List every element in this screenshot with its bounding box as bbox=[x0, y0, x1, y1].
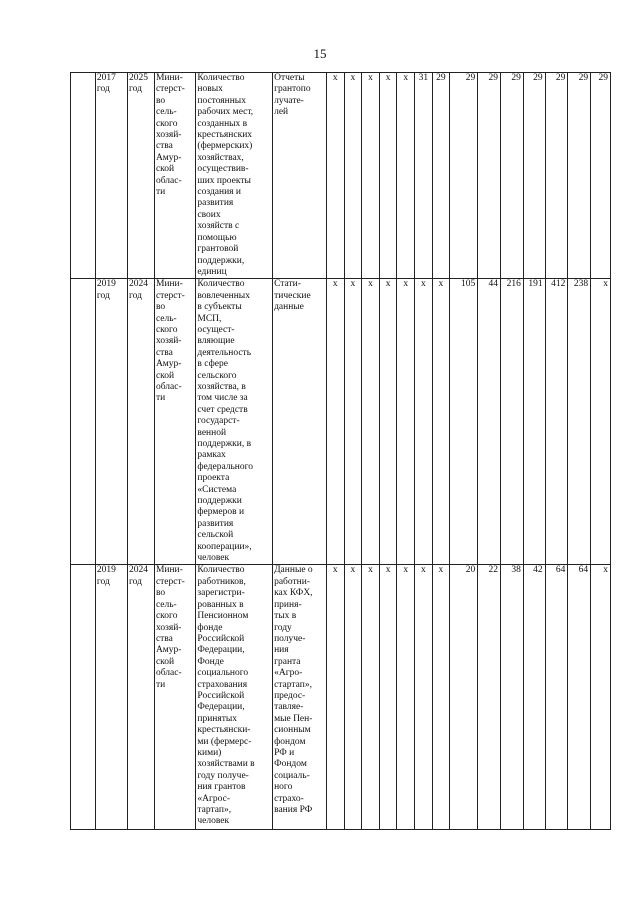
value-cell: х bbox=[362, 565, 380, 830]
executor-cell-line: облас- bbox=[155, 381, 182, 392]
source-cell-line: тавляе- bbox=[274, 702, 304, 713]
end-year-cell: 2025 год bbox=[128, 73, 155, 279]
start-year-cell: 2017 год bbox=[95, 73, 127, 279]
value-cell: 22 bbox=[478, 565, 501, 830]
value-cell: 38 bbox=[501, 565, 524, 830]
executor-cell bbox=[154, 73, 195, 279]
source-cell-line: работни- bbox=[274, 576, 310, 587]
source-cell-line: ния bbox=[274, 645, 289, 656]
value-cell: 29 bbox=[478, 73, 501, 279]
source-cell bbox=[273, 73, 327, 279]
indicator-cell-line: страхования bbox=[197, 679, 248, 690]
value-cell: 44 bbox=[478, 279, 501, 565]
indicator-cell-line: фермеров и bbox=[197, 507, 245, 518]
indicator-cell-line: создания и bbox=[197, 187, 241, 198]
indicator-cell-line: «Система bbox=[197, 484, 237, 495]
start-year-cell: 2019 год bbox=[95, 565, 127, 830]
value-cell: х bbox=[344, 73, 362, 279]
executor-cell-line: Мини- bbox=[155, 279, 183, 290]
source-cell-line: Отчеты bbox=[274, 73, 305, 83]
source-cell-line: лей bbox=[274, 107, 289, 118]
source-cell-line: страхо- bbox=[274, 793, 304, 804]
indicator-cell-line: ния грантов bbox=[197, 782, 246, 793]
end-year-cell: 2024 год bbox=[128, 565, 155, 830]
indicator-cell-line: деятельность bbox=[197, 347, 252, 358]
indicator-cell-line: том числе за bbox=[197, 393, 248, 404]
executor-cell-line: ства bbox=[155, 141, 173, 152]
page-number: 15 bbox=[313, 46, 327, 61]
executor-cell-line: Мини- bbox=[155, 73, 183, 83]
indicator-cell-line: работников, bbox=[197, 576, 246, 587]
indicator-cell-line: сельской bbox=[197, 530, 234, 541]
indicator-cell-line: Количество bbox=[197, 279, 245, 290]
indicator-cell-line: году получе- bbox=[197, 770, 249, 781]
executor-cell-line: ского bbox=[155, 118, 178, 129]
value-cell: х bbox=[591, 565, 611, 830]
indicator-cell-line: кими) bbox=[197, 747, 222, 758]
source-cell-line: ках КФХ, bbox=[274, 588, 313, 599]
indicator-cell-line: вовлеченных bbox=[197, 290, 250, 301]
indicators-table bbox=[70, 72, 611, 830]
executor-cell-line: Мини- bbox=[155, 565, 183, 576]
indicator-cell-line: тартап», bbox=[197, 805, 232, 815]
source-cell-line: сионным bbox=[274, 725, 311, 736]
source-cell-line: Стати- bbox=[274, 279, 301, 290]
indicator-cell-line: МСП, bbox=[197, 313, 222, 324]
value-cell: х bbox=[326, 565, 344, 830]
executor-cell-line: хозяй- bbox=[155, 130, 182, 141]
indicator-cell-line: поддержки, в bbox=[197, 439, 252, 449]
value-cell: х bbox=[432, 565, 450, 830]
executor-cell-line: хозяй- bbox=[155, 622, 182, 633]
indicator-cell-line: Федерации, bbox=[197, 645, 245, 656]
executor-cell-line: ского bbox=[155, 324, 178, 335]
indicator-cell-line: созданных в bbox=[197, 118, 248, 129]
executor-cell-line: сель- bbox=[155, 599, 177, 610]
indicator-cell-line: рованных в bbox=[197, 599, 244, 610]
executor-cell-line: во bbox=[155, 588, 166, 599]
source-cell-line: фондом bbox=[274, 736, 306, 747]
executor-cell-line: стерст- bbox=[155, 576, 185, 587]
executor-cell bbox=[154, 565, 195, 830]
source-cell-line: тические bbox=[274, 290, 311, 301]
value-cell: 29 bbox=[591, 73, 611, 279]
indicator-cell-line: ми (фермерс- bbox=[197, 736, 252, 747]
indicator-cell-line: федерального bbox=[197, 461, 254, 472]
row-number-cell bbox=[71, 279, 96, 565]
source-cell-line: ного bbox=[274, 782, 293, 793]
executor-cell-line: ти bbox=[155, 679, 166, 690]
indicator-cell-line: (фермерских) bbox=[197, 141, 253, 152]
executor-cell-line: стерст- bbox=[155, 290, 185, 301]
indicator-cell-line: рабочих мест, bbox=[197, 107, 254, 118]
indicator-cell-line: зарегистри- bbox=[197, 588, 245, 599]
indicator-cell-line: крестьянских bbox=[197, 130, 253, 141]
value-cell: 29 bbox=[450, 73, 478, 279]
value-cell: х bbox=[397, 73, 415, 279]
indicator-cell-line: Российской bbox=[197, 633, 245, 644]
value-cell: х bbox=[362, 73, 380, 279]
value-cell: 20 bbox=[450, 565, 478, 830]
table-row bbox=[71, 565, 611, 830]
indicator-cell-line: помощью bbox=[197, 232, 237, 243]
executor-cell-line: ской bbox=[155, 164, 175, 175]
indicator-cell-line: венной bbox=[197, 427, 227, 438]
executor-cell-line: ства bbox=[155, 633, 173, 644]
indicator-cell bbox=[196, 279, 273, 565]
value-cell: 42 bbox=[523, 565, 545, 830]
value-cell: 105 bbox=[450, 279, 478, 565]
indicator-cell-line: новых bbox=[197, 84, 223, 95]
value-cell: 29 bbox=[523, 73, 545, 279]
source-cell-line: социаль- bbox=[274, 770, 310, 781]
value-cell: 31 bbox=[415, 73, 433, 279]
source-cell-line: данные bbox=[274, 302, 304, 313]
executor-cell-line: ства bbox=[155, 347, 173, 358]
indicator-cell-line: Фонде bbox=[197, 656, 224, 667]
indicator-cell-line: Федерации, bbox=[197, 702, 245, 713]
source-cell-line: году bbox=[274, 622, 292, 633]
executor-cell-line: сель- bbox=[155, 107, 177, 118]
indicator-cell-line: своих bbox=[197, 209, 221, 220]
indicator-cell-line: человек bbox=[197, 553, 230, 564]
source-cell-line: приня- bbox=[274, 599, 302, 610]
source-cell-line: «Агро- bbox=[274, 668, 303, 679]
executor-cell-line: ской bbox=[155, 656, 175, 667]
executor-cell-line: Амур- bbox=[155, 645, 182, 656]
value-cell: 238 bbox=[568, 279, 591, 565]
executor-cell-line: во bbox=[155, 302, 166, 313]
indicator-cell-line: кооперации», bbox=[197, 541, 252, 552]
value-cell: х bbox=[432, 279, 450, 565]
executor-cell-line: ского bbox=[155, 611, 178, 622]
source-cell-line: стартап», bbox=[274, 679, 312, 690]
source-cell-line: грантопо bbox=[274, 84, 311, 95]
indicator-cell-line: постоянных bbox=[197, 95, 246, 106]
indicator-cell bbox=[196, 73, 273, 279]
value-cell: х bbox=[591, 279, 611, 565]
executor-cell-line: стерст- bbox=[155, 84, 185, 95]
indicator-cell-line: Пенсионном bbox=[197, 611, 249, 622]
source-cell-line: гранта bbox=[274, 656, 301, 667]
indicator-cell-line: проекта bbox=[197, 473, 230, 484]
row-number-cell bbox=[71, 73, 96, 279]
executor-cell bbox=[154, 279, 195, 565]
source-cell bbox=[273, 565, 327, 830]
source-cell-line: РФ и bbox=[274, 747, 295, 758]
value-cell: 29 bbox=[545, 73, 568, 279]
value-cell: 29 bbox=[568, 73, 591, 279]
indicator-cell-line: Российской bbox=[197, 690, 245, 701]
indicator-cell-line: хозяйствами в bbox=[197, 759, 255, 770]
source-cell-line: вания РФ bbox=[274, 805, 313, 815]
executor-cell-line: во bbox=[155, 95, 166, 106]
source-cell-line: мые Пен- bbox=[274, 713, 313, 724]
indicator-cell-line: рамках bbox=[197, 450, 226, 461]
value-cell: х bbox=[326, 279, 344, 565]
executor-cell-line: Амур- bbox=[155, 152, 182, 163]
indicator-cell-line: фонде bbox=[197, 622, 223, 633]
indicator-cell-line: социального bbox=[197, 668, 249, 679]
indicator-cell-line: осуществив- bbox=[197, 164, 249, 175]
indicator-cell-line: Количество bbox=[197, 73, 245, 83]
executor-cell-line: облас- bbox=[155, 668, 182, 679]
value-cell: х bbox=[326, 73, 344, 279]
table-row bbox=[71, 73, 611, 279]
value-cell: х bbox=[344, 279, 362, 565]
source-cell-line: Фондом bbox=[274, 759, 307, 770]
indicator-cell-line: Количество bbox=[197, 565, 245, 576]
value-cell: х bbox=[362, 279, 380, 565]
value-cell: 191 bbox=[523, 279, 545, 565]
indicator-cell-line: государст- bbox=[197, 416, 240, 427]
value-cell: х bbox=[379, 565, 397, 830]
indicator-cell bbox=[196, 565, 273, 830]
source-cell-line: получе- bbox=[274, 633, 306, 644]
indicator-cell-line: поддержки, bbox=[197, 255, 245, 266]
indicator-cell-line: единиц bbox=[197, 266, 227, 277]
table-row bbox=[71, 279, 611, 565]
value-cell: 64 bbox=[568, 565, 591, 830]
executor-cell-line: ти bbox=[155, 393, 166, 404]
source-cell bbox=[273, 279, 327, 565]
executor-cell-line: ской bbox=[155, 370, 175, 381]
indicator-cell-line: ших проекты bbox=[197, 175, 251, 186]
value-cell: 412 bbox=[545, 279, 568, 565]
value-cell: х bbox=[379, 279, 397, 565]
source-cell-line: лучате- bbox=[274, 95, 304, 106]
indicator-cell-line: хозяйствах, bbox=[197, 152, 244, 163]
executor-cell-line: Амур- bbox=[155, 359, 182, 370]
start-year-cell: 2019 год bbox=[95, 279, 127, 565]
indicator-cell-line: поддержки bbox=[197, 496, 242, 507]
source-cell-line: предос- bbox=[274, 690, 306, 701]
executor-cell-line: сель- bbox=[155, 313, 177, 324]
indicator-cell-line: вляющие bbox=[197, 336, 235, 347]
end-year-cell: 2024 год bbox=[128, 279, 155, 565]
indicator-cell-line: человек bbox=[197, 816, 230, 827]
source-cell-line: Данные о bbox=[274, 565, 313, 576]
indicator-cell-line: крестьянски- bbox=[197, 725, 251, 736]
indicator-cell-line: развития bbox=[197, 518, 234, 529]
indicator-cell-line: счет средств bbox=[197, 404, 248, 415]
indicator-cell-line: в сфере bbox=[197, 359, 228, 370]
indicator-cell-line: сельского bbox=[197, 370, 237, 381]
executor-cell-line: ти bbox=[155, 187, 166, 198]
value-cell: х bbox=[415, 565, 433, 830]
value-cell: х bbox=[344, 565, 362, 830]
value-cell: 216 bbox=[501, 279, 524, 565]
value-cell: х bbox=[397, 279, 415, 565]
indicator-cell-line: в субъекты bbox=[197, 302, 242, 313]
indicator-cell-line: хозяйства, в bbox=[197, 381, 246, 392]
executor-cell-line: облас- bbox=[155, 175, 182, 186]
value-cell: х bbox=[397, 565, 415, 830]
source-cell-line: тых в bbox=[274, 611, 297, 622]
indicator-cell-line: развития bbox=[197, 198, 234, 209]
row-number-cell bbox=[71, 565, 96, 830]
value-cell: 29 bbox=[501, 73, 524, 279]
value-cell: х bbox=[379, 73, 397, 279]
indicator-cell-line: хозяйств с bbox=[197, 221, 240, 232]
indicator-cell-line: принятых bbox=[197, 713, 238, 724]
value-cell: 64 bbox=[545, 565, 568, 830]
indicator-cell-line: «Агрос- bbox=[197, 793, 231, 804]
indicator-cell-line: осущест- bbox=[197, 324, 235, 335]
executor-cell-line: хозяй- bbox=[155, 336, 182, 347]
value-cell: 29 bbox=[432, 73, 450, 279]
value-cell: х bbox=[415, 279, 433, 565]
indicator-cell-line: грантовой bbox=[197, 244, 239, 255]
